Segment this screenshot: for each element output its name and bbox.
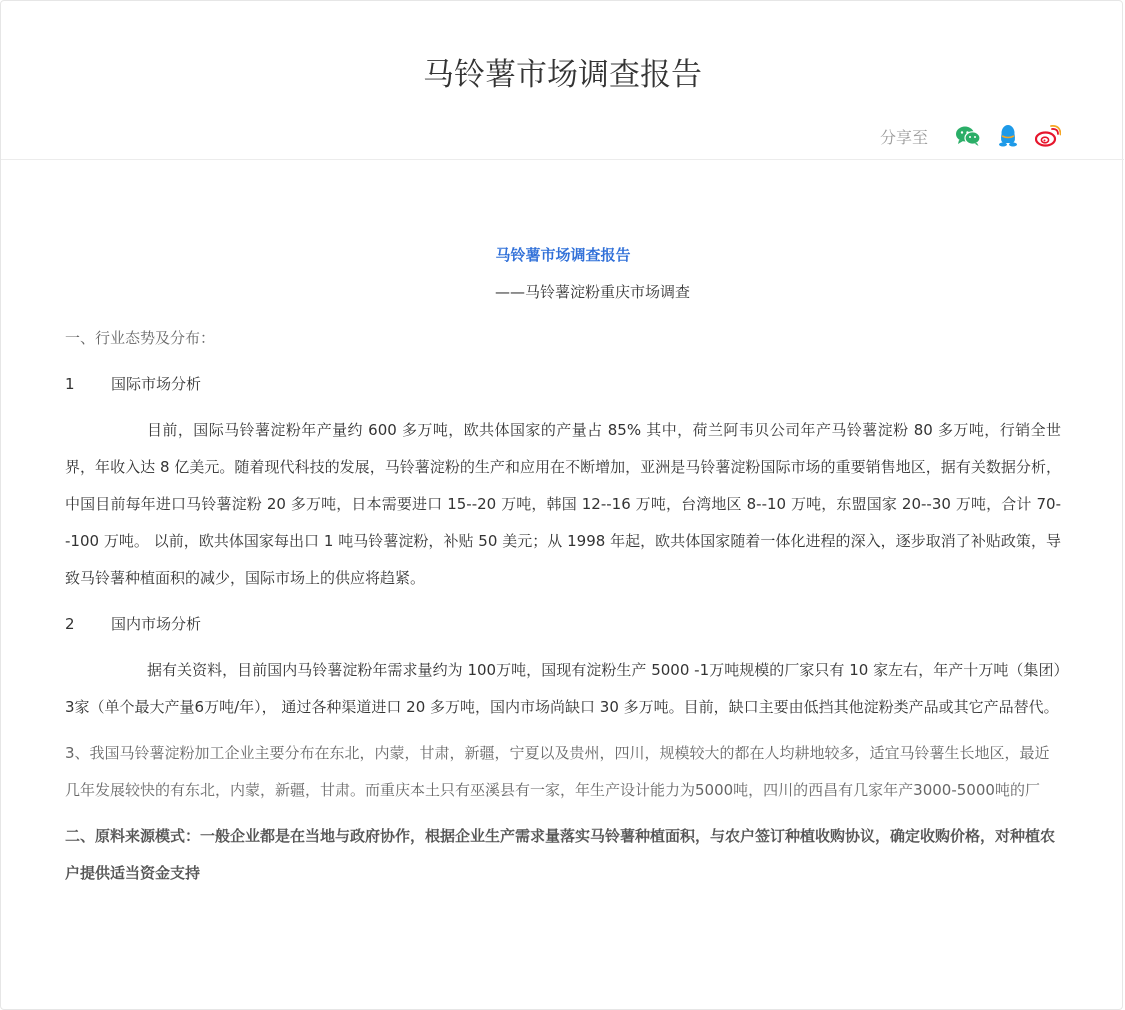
subsection-3-paragraph: 3、我国马铃薯淀粉加工企业主要分布在东北，内蒙，甘肃，新疆，宁夏以及贵州，四川，规模较大的都在人均耕地较多，适宜马铃薯生长地区，最近几年发展较快的有东北，内蒙，新疆，甘肃。而重庆本土只有巫溪县有一家，年生产设计能力为5000吨，四川的西昌有几家年产3000-5000吨的厂 [65,744,1050,799]
weibo-icon[interactable] [1034,122,1062,150]
subsection-1-paragraph: 目前，国际马铃薯淀粉年产量约 600 多万吨，欧共体国家的产量占 85% 其中，荷兰阿韦贝公司年产马铃薯淀粉 80 多万吨，行销全世界，年收入达 8 亿美元。随着现代科技的发展，马铃薯淀粉的生产和应用在不断增加，亚洲是马铃薯淀粉国际市场的重要销售地区，据有关数据分析，中国目前每年进口马铃薯淀粉 20 多万吨，日本需要进口 15--20 万吨，韩国 12--16 万吨，台湾地区 8--10 万吨，东盟国家 20--30 万吨，合计 70--100 万吨。 以前，欧共体国家每出口 1 吨马铃薯淀粉，补贴 50 美元；从 1998 年起，欧共体国家随着一体化进程的深入，逐步取消了补贴政策，导致马铃薯种植面积的减少，国际市场上的供应将趋紧。 [65,421,1061,587]
page-header [1,1,1124,160]
subsection-2-title: 国内市场分析 [111,615,202,633]
subsection-1-title: 国际市场分析 [111,375,202,393]
share-bar [880,121,1062,151]
subsection-2-paragraph: 据有关资料，目前国内马铃薯淀粉年需求量约为 100万吨，国现有淀粉生产 5000 -1万吨规模的厂家只有 10 家左右，年产十万吨（集团）3家（单个最大产量6万吨/年）， 通过各种渠道进口 20 多万吨，国内市场尚缺口 30 多万吨。目前，缺口主要由低挡其他淀粉类产品或其它产品替代。 [65,661,1061,716]
page-title: 马铃薯市场调查报告 [423,57,702,93]
subsection-2-heading [65,606,1061,643]
subsection-1-number: 1 [65,375,75,393]
wechat-icon[interactable] [954,122,982,150]
qq-icon[interactable] [994,122,1022,150]
article-subtitle: ——马铃薯淀粉重庆市场调查 [495,283,691,301]
article-body [65,237,1061,892]
section-1-heading: 一、行业态势及分布： [65,329,216,347]
subsection-1-heading [65,366,1061,403]
article-title: 马铃薯市场调查报告 [495,246,631,264]
section-2-paragraph: 二、原料来源模式：一般企业都是在当地与政府协作，根据企业生产需求量落实马铃薯种植面积，与农户签订种植收购协议，确定收购价格，对种植农户提供适当资金支持 [65,827,1056,882]
share-label: 分享至 [879,127,928,147]
subsection-2-number: 2 [65,615,75,633]
